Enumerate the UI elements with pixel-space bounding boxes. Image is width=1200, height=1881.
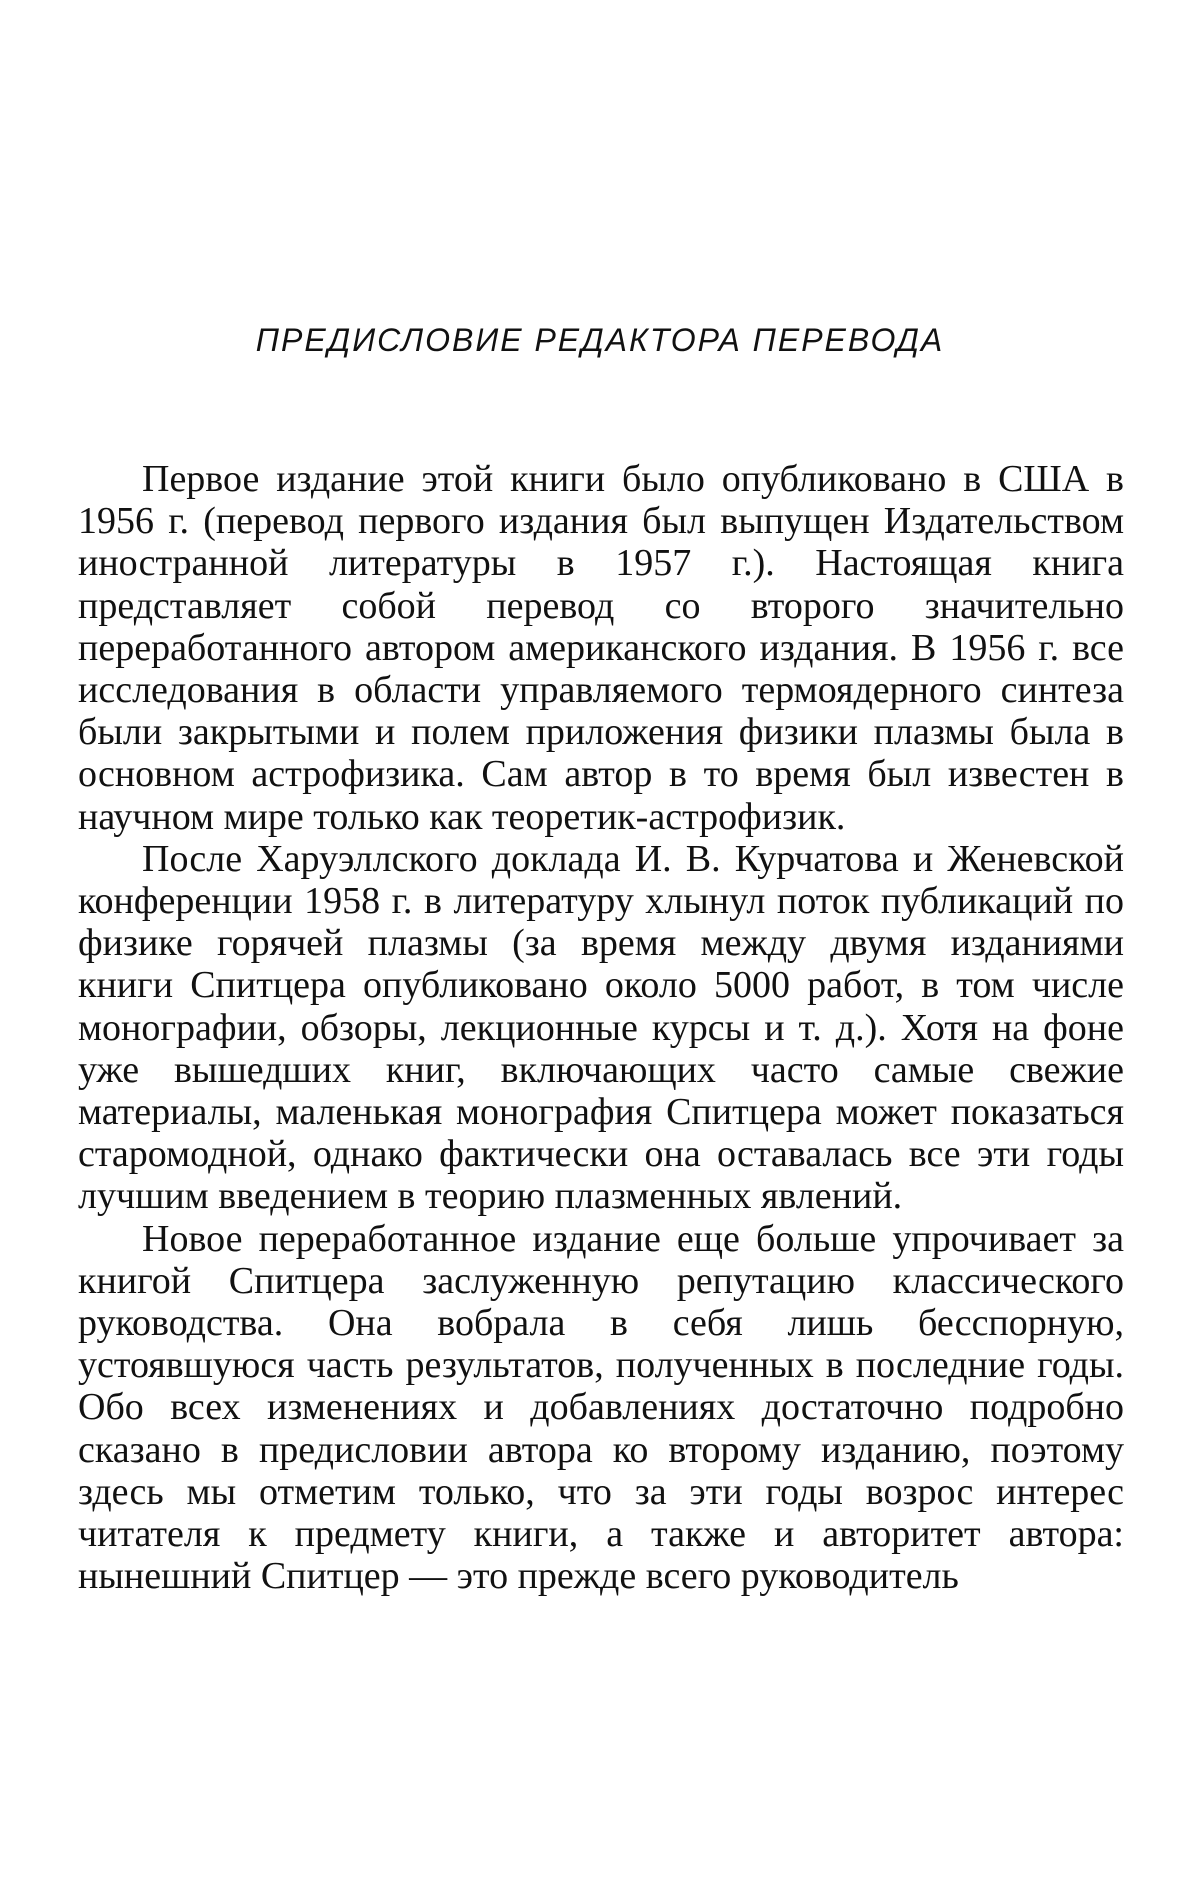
paragraph-3: Новое переработанное издание еще больше упрочивает за книгой Спитцера заслуженную репутацию классического руководства. Она вобрала в себя лишь бесспорную, устоявшуюся часть результатов, полученных в последние годы. Обо всех изменениях и добавлениях достаточно подробно сказано в предисловии автора ко второму изданию, поэтому здесь мы отметим только, что за эти годы возрос интерес читателя к предмету книги, а также и авторитет автора: нынешний Спитцер — это прежде всего руководитель [78, 1217, 1124, 1598]
paragraph-1: Первое издание этой книги было опубликовано в США в 1956 г. (перевод первого издания был выпущен Издательством иностранной литературы в 1957 г.). Настоящая книга представляет собой перевод со второго значительно переработанного автором американского издания. В 1956 г. все исследования в области управляемого термоядерного синтеза были закрытыми и полем приложения физики плазмы была в основном астрофизика. Сам автор в то время был известен в научном мире только как теоретик-астрофизик. [78, 458, 1124, 838]
body-text [78, 458, 1124, 1597]
page-heading: ПРЕДИСЛОВИЕ РЕДАКТОРА ПЕРЕВОДА [255, 322, 945, 358]
paragraph-2: После Харуэллского доклада И. В. Курчатова и Женевской конференции 1958 г. в литературу хлынул поток публикаций по физике горячей плазмы (за время между двумя изданиями книги Спитцера опубликовано около 5000 работ, в том числе монографии, обзоры, лекционные курсы и т. д.). Хотя на фоне уже вышедших книг, включающих часто самые свежие материалы, маленькая монография Спитцера может показаться старомодной, однако фактически она оставалась все эти годы лучшим введением в теорию плазменных явлений. [78, 837, 1124, 1218]
